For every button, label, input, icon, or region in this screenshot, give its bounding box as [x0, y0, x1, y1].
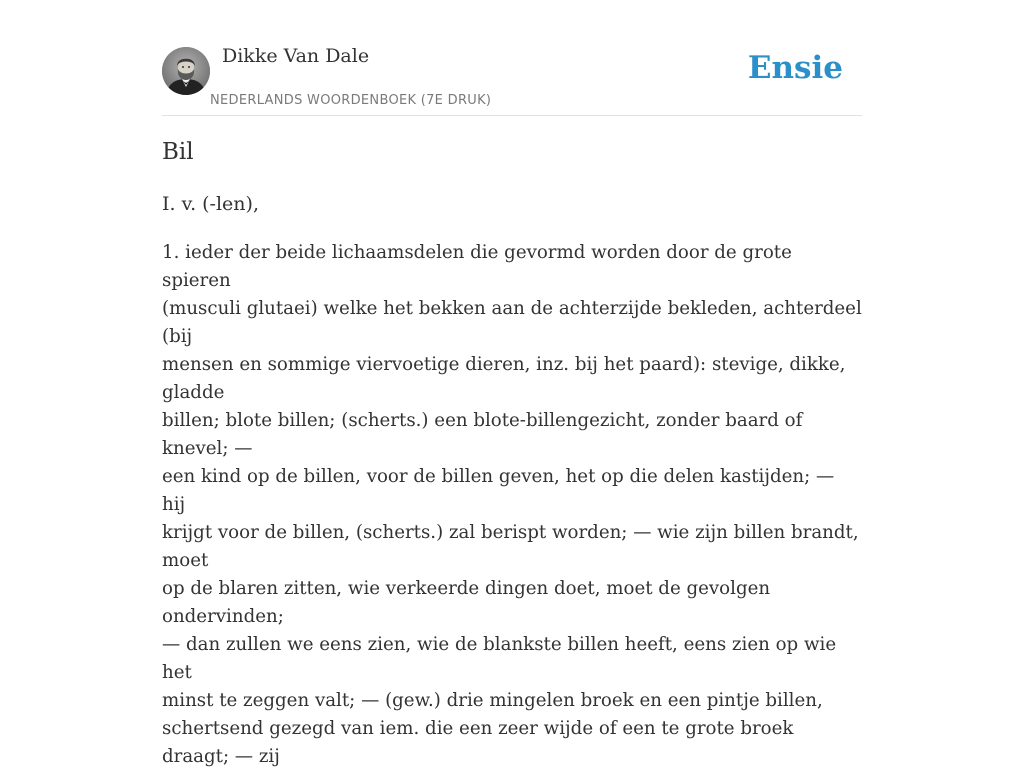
- dictionary-subtitle: NEDERLANDS WOORDENBOEK (7E DRUK): [210, 93, 492, 108]
- entry-definition: 1. ieder der beide lichaamsdelen die gevormd worden door de grote spieren (musculi glutaei) welke het bekken aan de achterzijde bekleden, achterdeel (bij mensen en sommige viervoetige dieren, inz. bij het paard): stevige, dikke, gladde billen; blote billen; (scherts.) een blote-billengezicht, zonder baard of knevel; — een kind op de billen, voor de billen geven, het op die delen kastijden; — hij krijgt voor de billen, (scherts.) zal berispt worden; — wie zijn billen brandt, moet op de blaren zitten, wie verkeerde dingen doet, moet de gevolgen ondervinden; — dan zullen we eens zien, wie de blankste billen heeft, eens zien op wie het minst te zeggen valt; — (gew.) drie mingelen broek en een pintje billen, schertsend gezegd van iem. die een zeer wijde of een te grote broek draagt; — zij: [162, 242, 862, 767]
- ensie-logo-link[interactable]: Ensie: [747, 50, 843, 86]
- entry-page: [162, 0, 862, 767]
- entry-grammar: I. v. (-len),: [162, 193, 259, 215]
- author-portrait-icon: [162, 47, 210, 95]
- author-avatar[interactable]: [162, 47, 210, 95]
- entry-headword: Bil: [162, 139, 194, 165]
- author-name[interactable]: Dikke Van Dale: [222, 45, 370, 67]
- page-header: [162, 0, 862, 116]
